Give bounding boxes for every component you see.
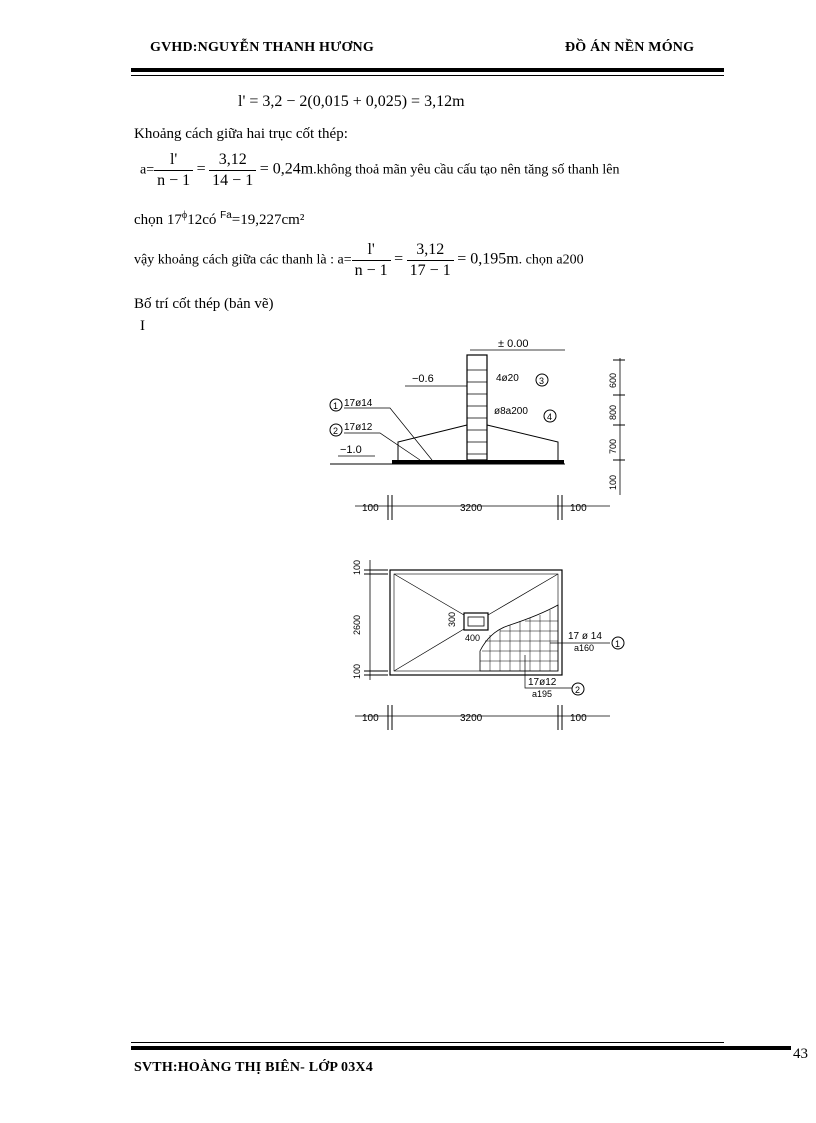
elevation-drawing <box>320 330 650 530</box>
footer-left: SVTH:HOÀNG THỊ BIÊN- LỚP 03X4 <box>134 1060 373 1075</box>
hdim-left: 100 <box>362 503 379 514</box>
equation-l-prime: l' = 3,2 − 2(0,015 + 0,025) = 3,12m <box>238 93 465 110</box>
level-mid-label: −0.6 <box>412 373 434 385</box>
plan-hdim-left: 100 <box>362 713 379 724</box>
vdim-600: 600 <box>608 372 618 388</box>
header-right: ĐỒ ÁN NỀN MÓNG <box>565 40 695 55</box>
bar2-number: 2 <box>333 426 339 436</box>
plan-bar1-number: 1 <box>615 639 621 649</box>
header-left: GVHD:NGUYỄN THANH HƯƠNG <box>150 40 374 55</box>
level-top-label: ± 0.00 <box>498 338 529 350</box>
vdim-800: 800 <box>608 404 618 420</box>
level-bot-label: −1.0 <box>340 444 362 456</box>
column-stirrups <box>467 370 487 454</box>
plan-bar2-spacing: a195 <box>532 689 553 699</box>
bar2-label: 17ø12 <box>344 422 373 433</box>
fraction-value: $\frac{3,12}{14 - 1}$ <box>209 150 256 191</box>
plan-bar1-spacing: a160 <box>574 643 595 653</box>
plan-bar2-number: 2 <box>575 685 581 695</box>
plan-column-inner <box>468 617 484 626</box>
vdim-100: 100 <box>608 474 618 490</box>
plan-drawing <box>340 555 640 735</box>
layout-heading: Bố trí cốt thép (bản vẽ) <box>134 296 274 312</box>
plan-vdim-top: 100 <box>352 559 362 575</box>
hdim-center: 3200 <box>460 503 483 514</box>
vdim-700: 700 <box>608 438 618 454</box>
hdim-right: 100 <box>570 503 587 514</box>
text-marker: I <box>140 318 145 334</box>
plan-hdim-right: 100 <box>570 713 587 724</box>
plan-vdim-bot: 100 <box>352 663 362 679</box>
footer-rule-thick <box>131 1046 791 1050</box>
plan-bar2-label: 17ø12 <box>528 677 557 688</box>
plan-col-width: 400 <box>465 633 481 643</box>
plan-outline <box>390 570 562 675</box>
footer-rule-thin <box>131 1042 724 1043</box>
plan-vdim-mid: 2600 <box>352 614 362 635</box>
plan-bar1-label: 17 ø 14 <box>568 631 602 642</box>
spacing-formula-1: a= $\frac{l'}{n - 1}$ = $\frac{3,12}{14 - 1}$ = 0,24m.không thoả mãn yêu cầu cấu tạo nên tăng số thanh lên <box>140 151 620 189</box>
bar3-label: 4ø20 <box>496 373 519 384</box>
bar4-number: 4 <box>547 412 553 422</box>
fraction-l-over-n-2: $\frac{l'}{n - 1}$ <box>352 240 391 281</box>
plan-diagonals <box>394 574 558 671</box>
bar-choice-line: chọn $17^\phi 12có$ $^{Fa}$=19,227cm² <box>134 210 305 228</box>
fraction-value-2: $\frac{3,12}{17 - 1}$ <box>407 240 454 281</box>
bar1-label: 17ø14 <box>344 398 373 409</box>
column-shape <box>467 355 487 460</box>
footing-base <box>392 460 564 464</box>
spacing-formula-2: vậy khoảng cách giữa các thanh là : a= $\frac{l'}{n - 1}$ = $\frac{3,12}{17 - 1}$ = 0,195m. chọn a200 <box>134 241 584 279</box>
bar1-number: 1 <box>333 401 339 411</box>
bar4-label: ø8a200 <box>494 406 528 417</box>
page-number: 43 <box>793 1046 808 1062</box>
plan-mesh <box>480 610 558 671</box>
bar3-number: 3 <box>539 376 545 386</box>
header-rule-thin <box>131 75 724 76</box>
footing-right-slope <box>487 425 558 460</box>
header-rule-thick <box>131 68 724 72</box>
fraction-l-over-n: $\frac{l'}{n - 1}$ <box>154 150 193 191</box>
plan-col-height: 300 <box>447 611 457 627</box>
spacing-heading: Khoảng cách giữa hai trục cốt thép: <box>134 126 348 142</box>
plan-hdim-center: 3200 <box>460 713 483 724</box>
